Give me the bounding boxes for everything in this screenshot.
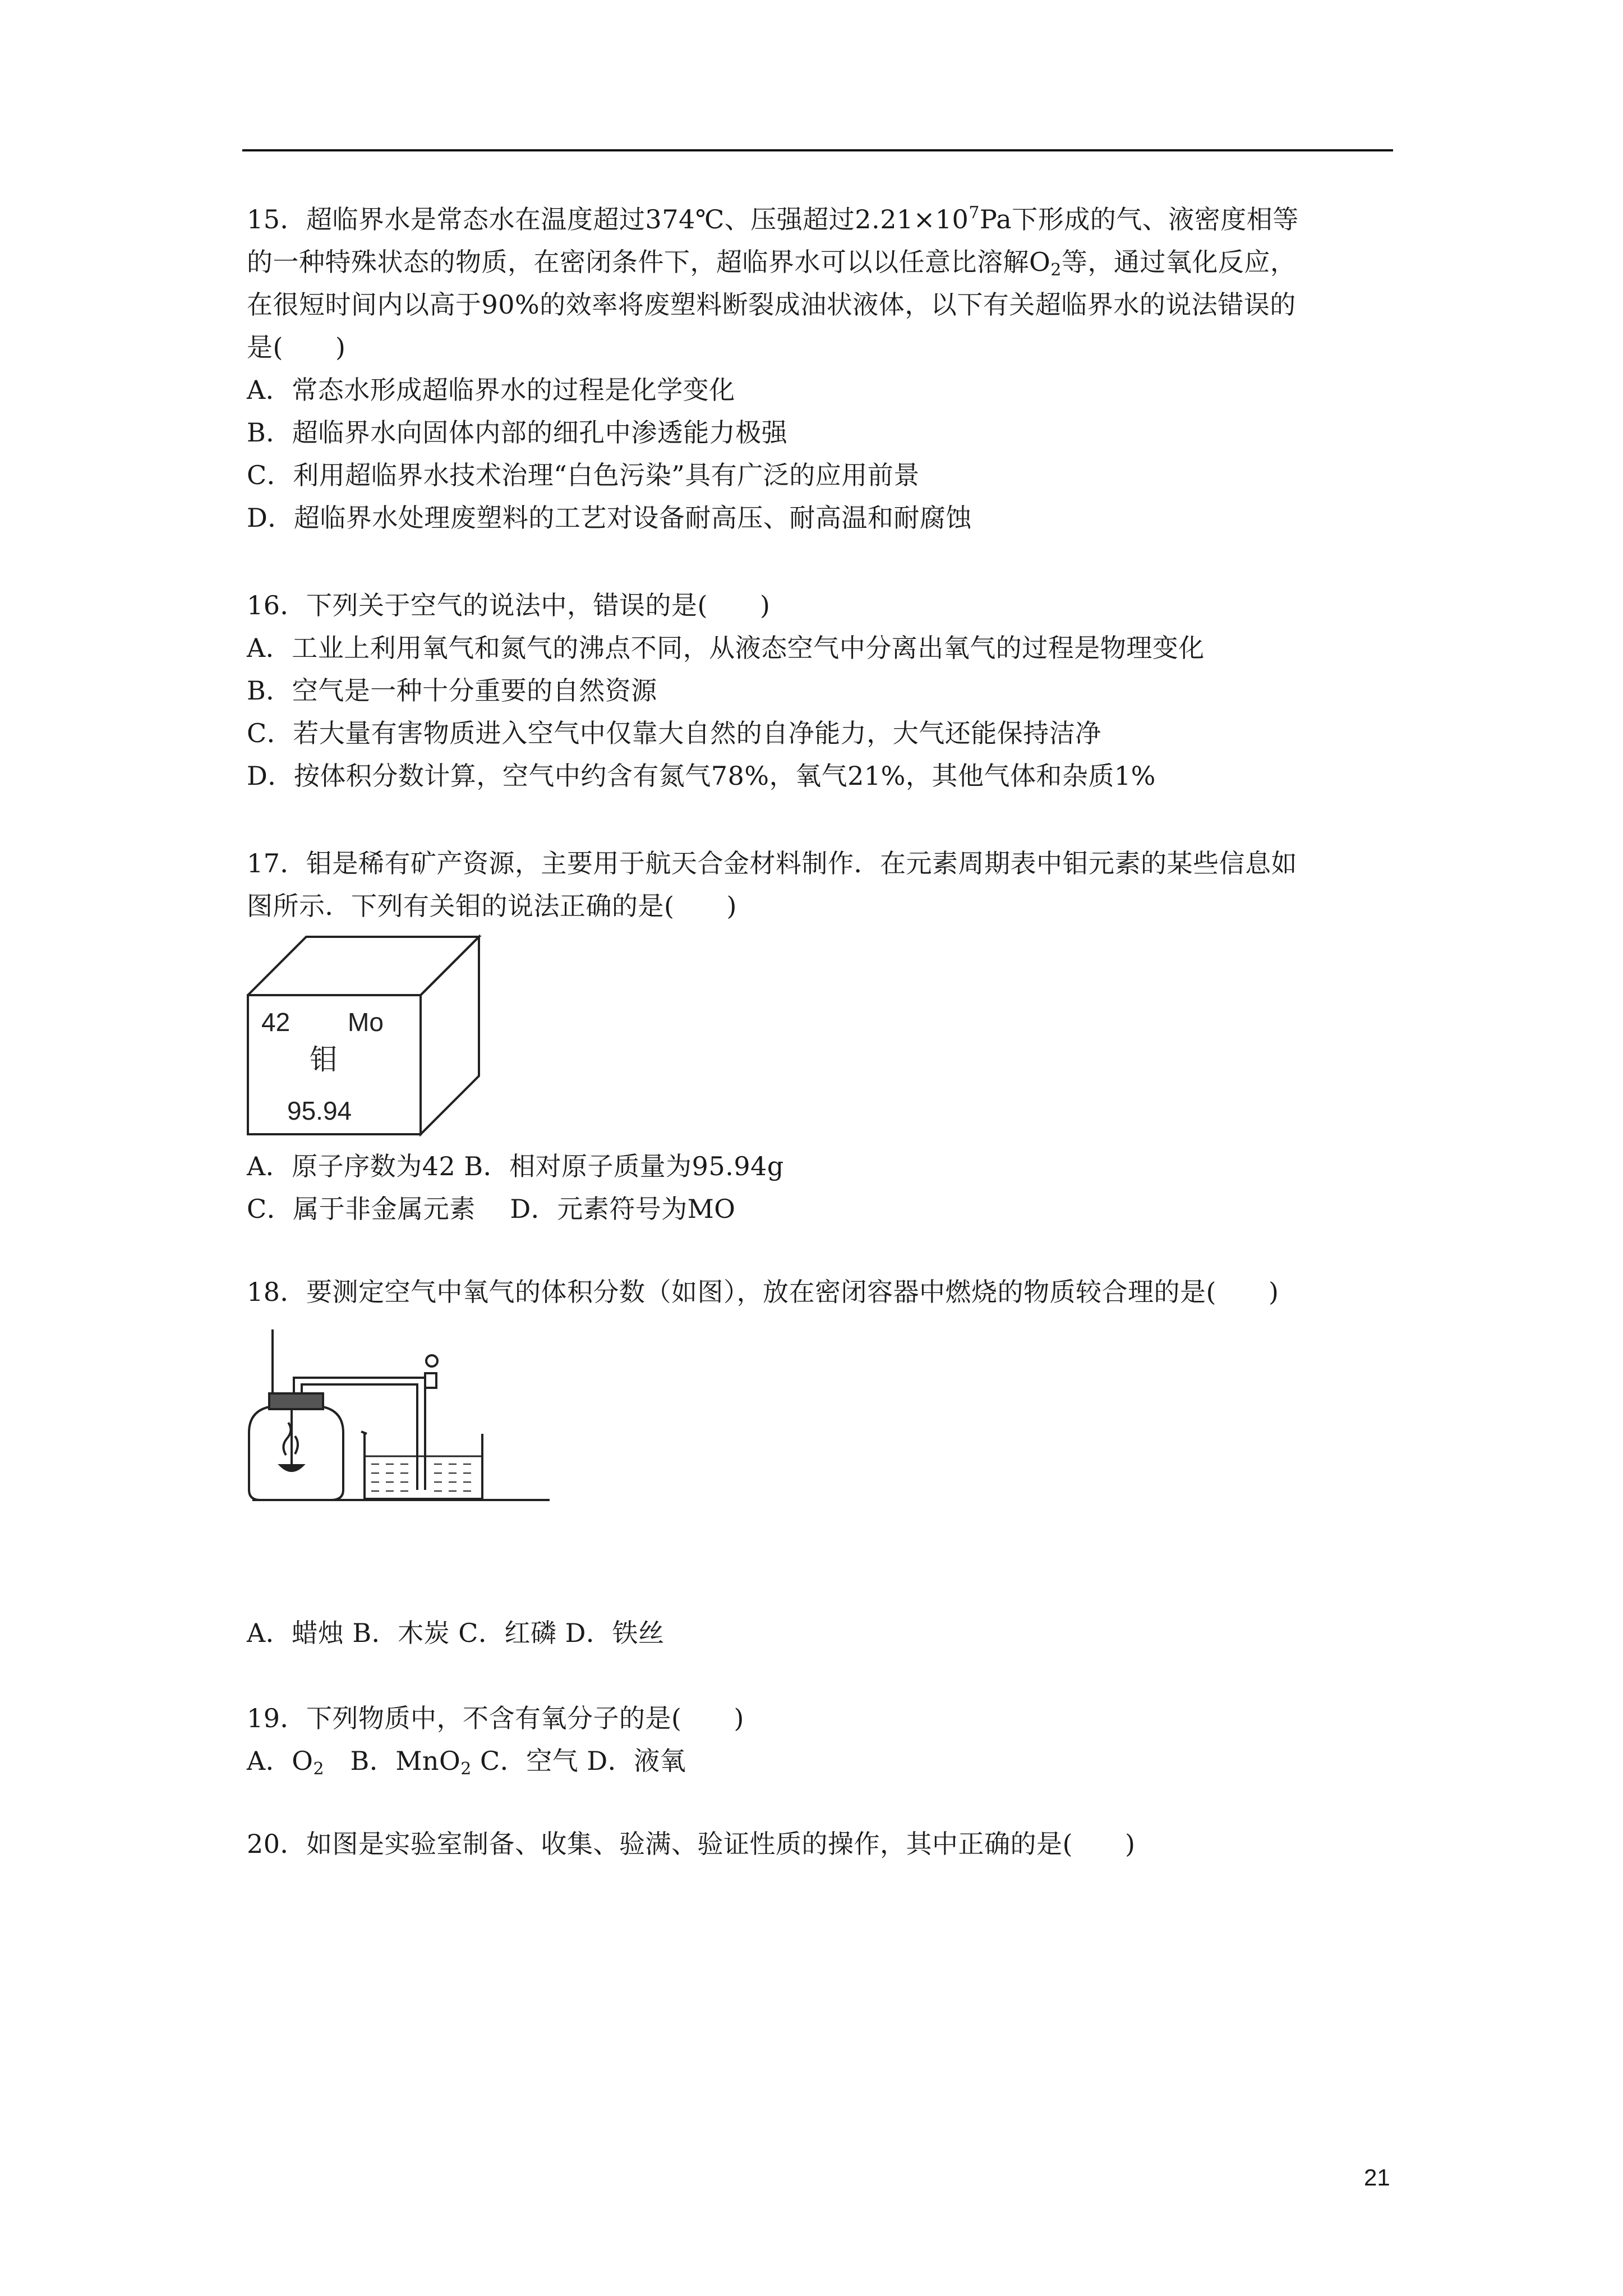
element-atomic-mass: 95.94 <box>287 1096 352 1125</box>
option-cd: C．属于非金属元素 D．元素符号为MO <box>247 1194 736 1224</box>
combustion-spoon <box>280 1465 303 1471</box>
question-line: 19．下列物质中，不含有氧分子的是( ) <box>247 1703 744 1733</box>
option-a: A．工业上利用氧气和氮气的沸点不同，从液态空气中分离出氧气的过程是物理变化 <box>247 633 1205 663</box>
element-symbol: Mo <box>348 1007 384 1037</box>
question-line: 图所示．下列有关钼的说法正确的是( ) <box>247 891 737 921</box>
oxygen-measurement-apparatus <box>247 1322 561 1507</box>
question-line: 16．下列关于空气的说法中，错误的是( ) <box>247 590 771 620</box>
element-name: 钼 <box>310 1043 338 1076</box>
beaker <box>365 1434 482 1499</box>
rubber-stopper <box>269 1393 323 1409</box>
element-atomic-number: 42 <box>261 1007 291 1037</box>
question-line: 17．钼是稀有矿产资源，主要用于航天合金材料制作．在元素周期表中钼元素的某些信息如 <box>247 848 1298 878</box>
question-line: 18．要测定空气中氧气的体积分数（如图），放在密闭容器中燃烧的物质较合理的是( ) <box>247 1277 1279 1307</box>
smoke-curl <box>283 1423 291 1455</box>
option-c: C．利用超临界水技术治理“白色污染”具有广泛的应用前景 <box>247 460 920 490</box>
page-number: 21 <box>1364 2164 1390 2191</box>
option-ab: A．原子序数为42 B．相对原子质量为95.94g <box>247 1151 784 1181</box>
option-b: B．空气是一种十分重要的自然资源 <box>247 675 657 706</box>
option-d: D．按体积分数计算，空气中约含有氮气78%，氧气21%，其他气体和杂质1% <box>247 761 1156 791</box>
option-c: C．若大量有害物质进入空气中仅靠大自然的自净能力，大气还能保持洁净 <box>247 718 1101 748</box>
option-abcd: A．$O_2$ B．MnO$_2$ C．空气 D．液氧 <box>247 1746 686 1779</box>
cube-side-face <box>421 937 479 1134</box>
question-line: 是( ) <box>247 332 346 362</box>
header-rule <box>242 149 1393 151</box>
smoke-curl <box>295 1436 298 1454</box>
question-line: 20．如图是实验室制备、收集、验满、验证性质的操作，其中正确的是( ) <box>247 1829 1136 1859</box>
clamp-handle <box>426 1355 437 1366</box>
spring-clamp <box>425 1373 436 1388</box>
option-d: D．超临界水处理废塑料的工艺对设备耐高压、耐高温和耐腐蚀 <box>247 503 972 533</box>
element-cube-figure <box>247 935 482 1137</box>
water-dashes <box>366 1456 481 1491</box>
option-abcd: A．蜡烛 B．木炭 C．红磷 D．铁丝 <box>247 1618 665 1648</box>
question-line: 在很短时间内以高于90%的效率将废塑料断裂成油状液体，以下有关超临界水的说法错误的 <box>247 289 1296 320</box>
cube-top-face <box>248 937 479 995</box>
question-line: 15．超临界水是常态水在温度超过374℃、压强超过$2.21\times 10^7Pa$下形成的气、液密度相等 <box>247 203 1299 234</box>
option-a: A．常态水形成超临界水的过程是化学变化 <box>247 375 735 405</box>
question-line: 的一种特殊状态的物质，在密闭条件下，超临界水可以以任意比溶解$O_2$等，通过氧化反应， <box>247 247 1297 280</box>
option-b: B．超临界水向固体内部的细孔中渗透能力极强 <box>247 417 788 448</box>
beaker-spout <box>361 1432 367 1434</box>
